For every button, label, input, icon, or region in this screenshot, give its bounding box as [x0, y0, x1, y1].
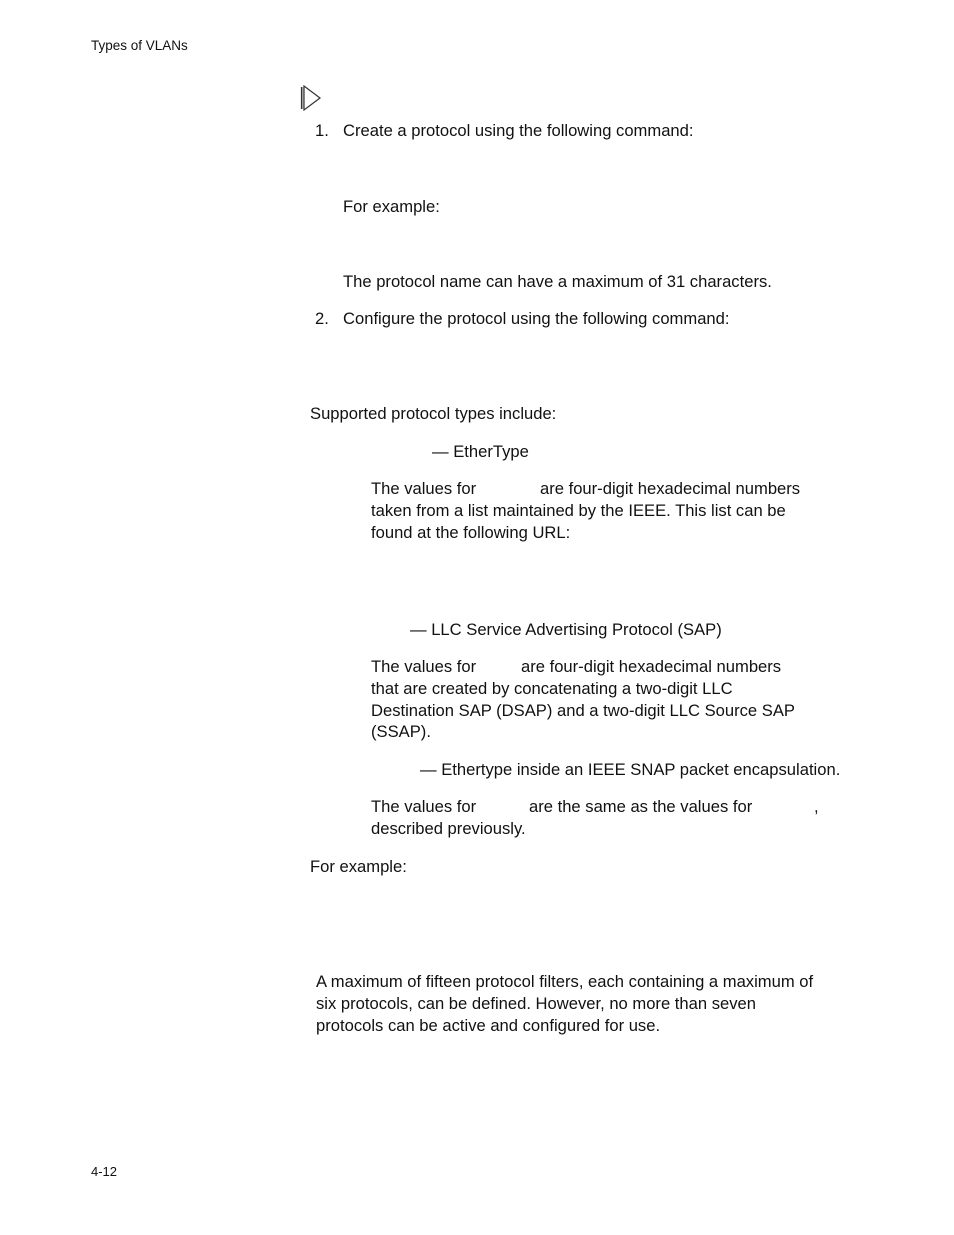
snap-desc-part3: , [814, 797, 819, 816]
llc-desc-line4: (SSAP). [371, 722, 431, 741]
step-text-2: Configure the protocol using the following command: [343, 309, 730, 328]
closing-paragraph-line3: protocols can be active and configured for use. [316, 1016, 661, 1035]
snap-desc-part2: are the same as the values for [529, 797, 753, 816]
closing-paragraph-line2: six protocols, can be defined. However, no more than seven [316, 994, 756, 1013]
example-label-2: For example: [310, 857, 407, 876]
step-number-2: 2. [315, 309, 329, 328]
llc-desc-line3: Destination SAP (DSAP) and a two-digit LLC Source SAP [371, 701, 795, 720]
llc-term: — LLC Service Advertising Protocol (SAP) [410, 620, 722, 639]
page-number: 4-12 [91, 1164, 118, 1179]
step-1-note: The protocol name can have a maximum of 31 characters. [343, 272, 772, 291]
llc-desc-line2: that are created by concatenating a two-digit LLC [371, 679, 733, 698]
etype-term: — EtherType [432, 442, 529, 461]
etype-desc-line3: found at the following URL: [371, 523, 571, 542]
procedure-arrow-icon [300, 85, 324, 111]
protocol-types-intro: Supported protocol types include: [310, 404, 557, 423]
etype-desc-part1: The values for [371, 479, 477, 498]
step-text-1: Create a protocol using the following command: [343, 121, 694, 140]
snap-desc-line2: described previously. [371, 819, 526, 838]
step-number-1: 1. [315, 121, 329, 140]
closing-paragraph-line1: A maximum of fifteen protocol filters, each containing a maximum of [316, 972, 814, 991]
snap-term: — Ethertype inside an IEEE SNAP packet encapsulation. [420, 760, 841, 779]
snap-desc-part1: The values for [371, 797, 477, 816]
running-header: Types of VLANs [91, 38, 188, 53]
etype-desc-part2: are four-digit hexadecimal numbers [540, 479, 801, 498]
etype-desc-line2: taken from a list maintained by the IEEE. This list can be [371, 501, 786, 520]
step-1-example-label: For example: [343, 197, 440, 216]
llc-desc-part2: are four-digit hexadecimal numbers [521, 657, 782, 676]
llc-desc-part1: The values for [371, 657, 477, 676]
